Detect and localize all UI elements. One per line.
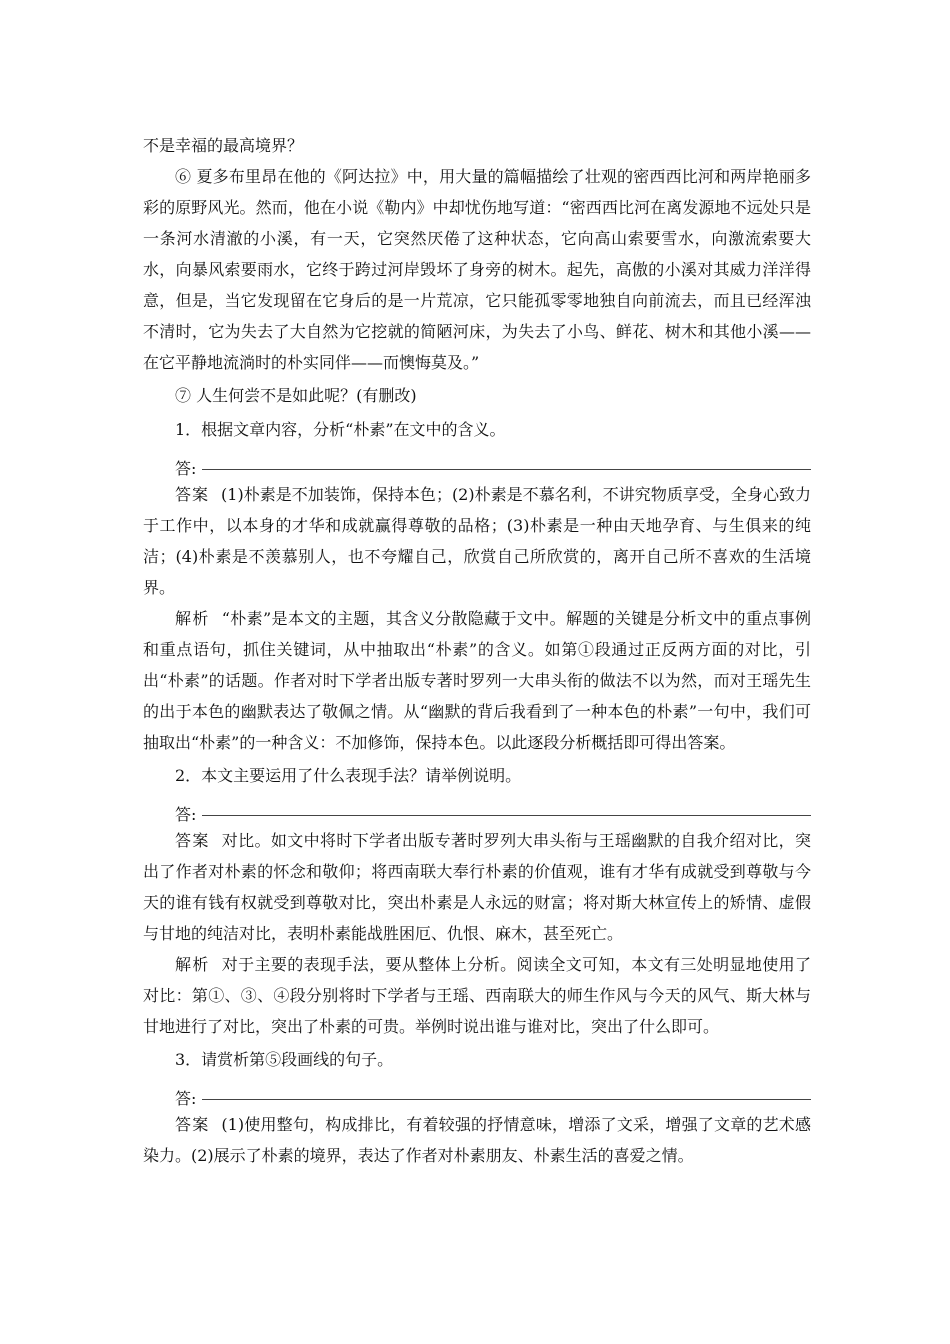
answer-prefix: 答: xyxy=(175,1089,197,1108)
answer-prefix: 答: xyxy=(175,805,197,824)
answer-label: 答案 xyxy=(175,485,210,504)
analysis-label: 解析 xyxy=(175,609,210,628)
answer-1-text: (1)朴素是不加装饰，保持本色；(2)朴素是不慕名利，不讲究物质享受，全身心致力于工作中，以本身的才华和成就赢得尊敬的品格；(3)朴素是一种由天地孕育、与生俱来的纯洁；(4)朴素是不羡慕别人，也不夸耀自己，欣赏自己所欣赏的，离开自己所不喜欢的生活境界。 xyxy=(143,485,811,597)
answer-blank-rule xyxy=(202,468,811,470)
answer-2 xyxy=(143,825,811,949)
document-page xyxy=(143,130,811,1171)
answer-3 xyxy=(143,1109,811,1171)
passage-paragraph-5-end: 不是幸福的最高境界？ xyxy=(143,136,304,155)
answer-3-text: (1)使用整句，构成排比，有着较强的抒情意味，增添了文采，增强了文章的艺术感染力。(2)展示了朴素的境界，表达了作者对朴素朋友、朴素生活的喜爱之情。 xyxy=(143,1115,811,1165)
analysis-1-text: “朴素”是本文的主题，其含义分散隐藏于文中。解题的关键是分析文中的重点事例和重点语句，抓住关键词，从中抽取出“朴素”的含义。如第①段通过正反两方面的对比，引出“朴素”的话题。作者对时下学者出版专著时罗列一大串头衔的做法不以为然，而对王瑶先生的出于本色的幽默表达了敬佩之情。从“幽默的背后我看到了一种本色的朴素”一句中，我们可抽取出“朴素”的一种含义：不加修饰，保持本色。以此逐段分析概括即可得出答案。 xyxy=(143,609,811,752)
answer-blank-rule xyxy=(202,814,811,816)
answer-line-1[interactable] xyxy=(143,447,811,479)
answer-label: 答案 xyxy=(175,1115,210,1134)
answer-line-3[interactable] xyxy=(143,1077,811,1109)
question-1: 1．根据文章内容，分析“朴素”在文中的含义。 xyxy=(175,420,506,439)
answer-1 xyxy=(143,479,811,603)
question-3: 3．请赏析第⑤段画线的句子。 xyxy=(175,1050,394,1069)
answer-prefix: 答: xyxy=(175,459,197,478)
answer-label: 答案 xyxy=(175,831,210,850)
passage-paragraph-7: ⑦ 人生何尝不是如此呢？(有删改) xyxy=(175,386,417,405)
analysis-2-text: 对于主要的表现手法，要从整体上分析。阅读全文可知，本文有三处明显地使用了对比：第①、③、④段分别将时下学者与王瑶、西南联大的师生作风与今天的风气、斯大林与甘地进行了对比，突出了朴素的可贵。举例时说出谁与谁对比，突出了什么即可。 xyxy=(143,955,811,1036)
answer-line-2[interactable] xyxy=(143,793,811,825)
analysis-label: 解析 xyxy=(175,955,210,974)
passage-paragraph-6: ⑥ 夏多布里昂在他的《阿达拉》中，用大量的篇幅描绘了壮观的密西西比河和两岸艳丽多彩的原野风光。然而，他在小说《勒内》中却忧伤地写道：“密西西比河在离发源地不远处只是一条河水清澈的小溪，有一天，它突然厌倦了这种状态，它向高山索要雪水，向激流索要大水，向暴风索要雨水，它终于跨过河岸毁坏了身旁的树木。起先，高傲的小溪对其威力洋洋得意，但是，当它发现留在它身后的是一片荒凉，它只能孤零零地独自向前流去，而且已经浑浊不清时，它为失去了大自然为它挖就的简陋河床，为失去了小鸟、鲜花、树木和其他小溪——在它平静地流淌时的朴实同伴——而懊悔莫及。” xyxy=(143,167,811,372)
analysis-1 xyxy=(143,603,811,758)
answer-2-text: 对比。如文中将时下学者出版专著时罗列大串头衔与王瑶幽默的自我介绍对比，突出了作者对朴素的怀念和敬仰；将西南联大奉行朴素的价值观，谁有才华有成就受到尊敬与今天的谁有钱有权就受到尊敬对比，突出朴素是人永远的财富；将对斯大林宣传上的矫情、虚假与甘地的纯洁对比，表明朴素能战胜困厄、仇恨、麻木，甚至死亡。 xyxy=(143,831,811,943)
question-2: 2．本文主要运用了什么表现手法？请举例说明。 xyxy=(175,766,522,785)
analysis-2 xyxy=(143,949,811,1042)
answer-blank-rule xyxy=(202,1098,811,1100)
